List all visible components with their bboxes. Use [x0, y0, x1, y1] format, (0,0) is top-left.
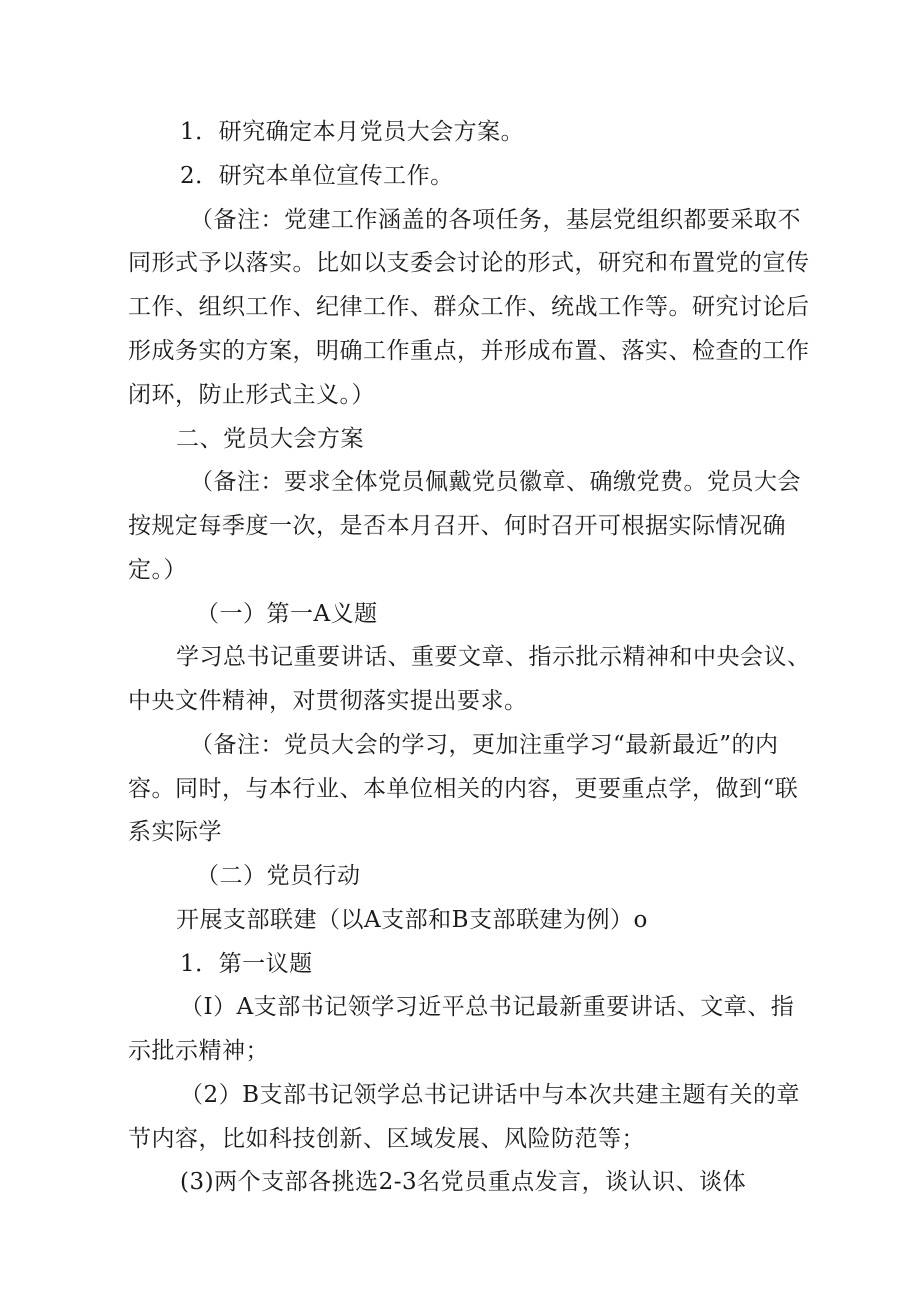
text-line: （2）B支部书记领学总书记讲话中与本次共建主题有关的章: [180, 1082, 801, 1108]
text-line: 工作、组织工作、纪律工作、群众工作、统战工作等。研究讨论后: [128, 294, 810, 320]
text-line: 学习总书记重要讲话、重要文章、指示批示精神和中央会议、: [176, 644, 811, 670]
text-line: （I）A支部书记领学习近平总书记最新重要讲话、文章、指: [180, 994, 795, 1020]
text-line: 2．研究本单位宣传工作。: [180, 163, 454, 189]
text-line: 1．第一议题: [180, 951, 313, 977]
text-line: 定。）: [128, 557, 187, 583]
text-line: 节内容，比如科技创新、区域发展、风险防范等；: [128, 1126, 645, 1152]
section-heading: 二、党员大会方案: [176, 426, 364, 452]
text-line: 1．研究确定本月党员大会方案。: [180, 119, 525, 145]
text-line: （备注：要求全体党员佩戴党员徽章、确缴党费。党员大会: [190, 469, 801, 495]
text-line: 形成务实的方案，明确工作重点，并形成布置、落实、检查的工作: [128, 338, 810, 364]
subsection-heading: （二）党员行动: [196, 863, 361, 889]
subsection-heading: （一）第一A义题: [196, 601, 378, 627]
text-line: 中央文件精神，对贯彻落实提出要求。: [128, 688, 528, 714]
text-line: 按规定每季度一次，是否本月召开、何时召开可根据实际情况确: [128, 513, 786, 539]
text-line: （备注：党员大会的学习，更加注重学习“最新最近”的内: [190, 732, 779, 758]
text-line: （备注：党建工作涵盖的各项任务，基层党组织都要采取不: [190, 207, 801, 233]
text-line: 示批示精神；: [128, 1038, 269, 1064]
text-line: 系实际学: [128, 819, 222, 845]
text-line: 同形式予以落实。比如以支委会讨论的形式，研究和布置党的宣传: [128, 250, 810, 276]
text-line: 容。同时，与本行业、本单位相关的内容，更要重点学，做到“联: [128, 776, 799, 802]
text-line: (3)两个支部各挑选2-3名党员重点发言，谈认识、谈体: [180, 1169, 747, 1195]
text-line: 闭环，防止形式主义。）: [128, 382, 375, 408]
text-line: 开展支部联建（以A支部和B支部联建为例）o: [176, 907, 648, 933]
